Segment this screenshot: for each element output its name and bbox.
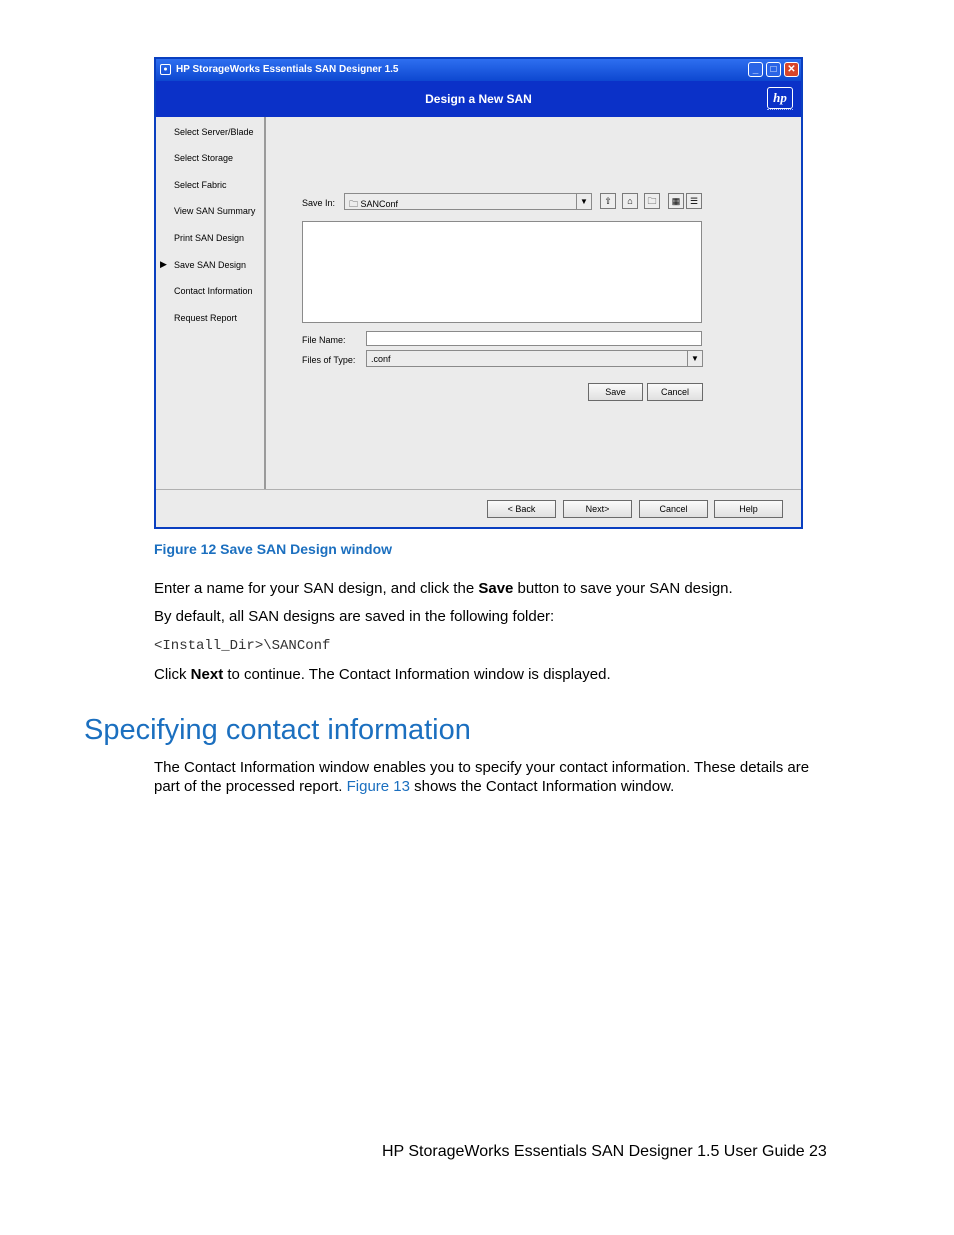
save-button[interactable]: Save xyxy=(588,383,643,401)
chevron-down-icon[interactable]: ▼ xyxy=(687,351,702,366)
home-folder-icon[interactable]: ⌂ xyxy=(622,193,638,209)
install-path: <Install_Dir>\SANConf xyxy=(154,638,331,654)
sidebar-item-select-server[interactable]: Select Server/Blade xyxy=(174,127,254,137)
sidebar-item-request-report[interactable]: Request Report xyxy=(174,313,238,323)
wizard-header xyxy=(156,81,801,117)
paragraph-contact-line1: The Contact Information window enables you to specify your contact information. These details are xyxy=(154,759,810,776)
list-view-icon[interactable]: ▦ xyxy=(668,193,684,209)
details-view-icon[interactable]: ☰ xyxy=(686,193,702,209)
help-button[interactable]: Help xyxy=(714,500,783,518)
file-name-input[interactable] xyxy=(366,331,702,346)
sidebar-item-select-fabric[interactable]: Select Fabric xyxy=(174,180,227,190)
up-one-level-icon[interactable]: ⇧ xyxy=(600,193,616,209)
save-in-label: Save In: xyxy=(302,198,336,208)
paragraph-click-next: Click Next to continue. The Contact Information window is displayed. xyxy=(154,666,611,683)
wizard-steps-sidebar xyxy=(156,117,266,489)
figure-caption: Figure 12 Save SAN Design window xyxy=(154,541,393,557)
paragraph-contact-line2: part of the processed report. Figure 13 shows the Contact Information window. xyxy=(154,778,675,795)
file-name-label: File Name: xyxy=(302,335,346,345)
sidebar-item-view-summary[interactable]: View SAN Summary xyxy=(174,206,256,216)
wizard-cancel-button[interactable]: Cancel xyxy=(639,500,708,518)
san-designer-window xyxy=(154,57,803,529)
chevron-down-icon[interactable]: ▼ xyxy=(576,194,591,209)
sidebar-item-print-design[interactable]: Print SAN Design xyxy=(174,233,245,243)
new-folder-icon[interactable]: 🗀 xyxy=(644,193,660,209)
next-button[interactable]: Next> xyxy=(563,500,632,518)
wizard-title: Design a New SAN xyxy=(425,92,532,106)
wizard-footer xyxy=(156,489,801,528)
paragraph-enter-name: Enter a name for your SAN design, and click the Save button to save your SAN design. xyxy=(154,580,733,597)
title-bar[interactable] xyxy=(156,59,801,81)
window-title: HP StorageWorks Essentials SAN Designer 1.5 xyxy=(176,64,399,75)
minimize-icon[interactable]: _ xyxy=(748,62,763,77)
file-list[interactable] xyxy=(302,221,702,323)
footer-guide-title: HP StorageWorks Essentials SAN Designer 1.5 User Guide xyxy=(382,1143,805,1160)
files-of-type-value: .conf xyxy=(371,354,391,364)
app-icon: ● xyxy=(160,64,171,75)
hp-logo-underline xyxy=(767,109,793,112)
files-of-type-select[interactable] xyxy=(366,350,703,367)
back-button[interactable]: < Back xyxy=(487,500,556,518)
figure-13-link[interactable]: Figure 13 xyxy=(346,778,410,795)
current-step-arrow-icon: ▶ xyxy=(160,259,167,269)
paragraph-default-folder: By default, all SAN designs are saved in the following folder: xyxy=(154,608,555,625)
sidebar-item-contact-information[interactable]: Contact Information xyxy=(174,286,253,296)
files-of-type-label: Files of Type: xyxy=(302,355,356,365)
close-icon[interactable]: ✕ xyxy=(784,62,799,77)
sidebar-item-save-design[interactable]: Save SAN Design xyxy=(174,260,247,270)
dialog-cancel-button[interactable]: Cancel xyxy=(647,383,703,401)
folder-icon: 🗀 xyxy=(349,199,359,209)
hp-logo: hp xyxy=(767,87,793,109)
maximize-icon[interactable]: □ xyxy=(766,62,781,77)
save-in-value: 🗀 SANConf xyxy=(349,199,399,209)
sidebar-item-select-storage[interactable]: Select Storage xyxy=(174,153,234,163)
page-number: 23 xyxy=(809,1143,827,1160)
section-heading: Specifying contact information xyxy=(84,714,471,746)
save-file-panel xyxy=(266,117,801,489)
save-in-select[interactable] xyxy=(344,193,592,210)
